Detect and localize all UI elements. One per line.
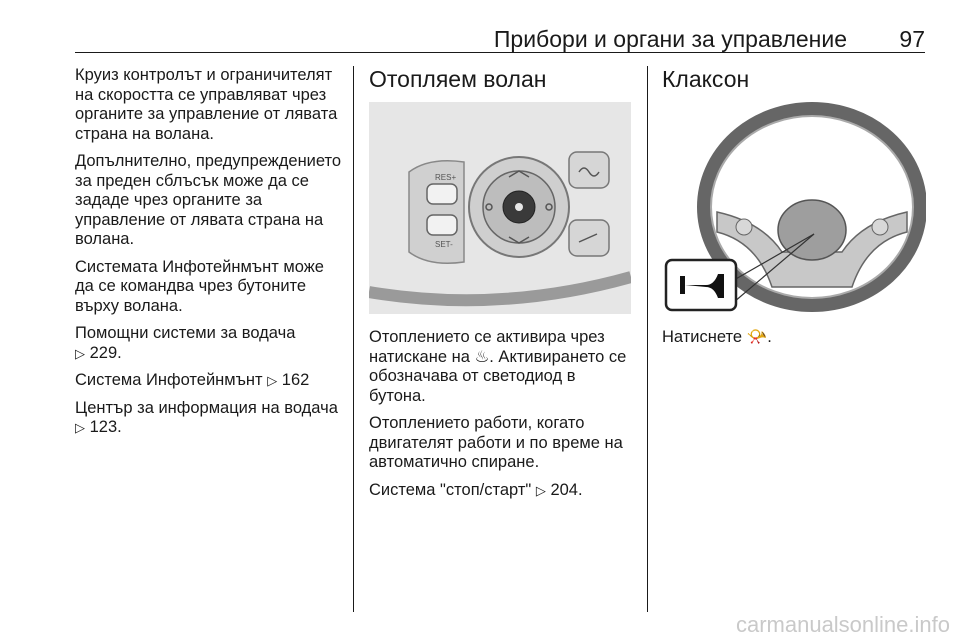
- link-text-infotainment: Система Инфотейнмънт: [75, 371, 263, 389]
- paragraph-stop-start-ref: Система "стоп/старт" ▷ 204.: [369, 480, 583, 499]
- header-title: Прибори и органи за управление: [493, 26, 847, 52]
- watermark: carmanualsonline.info: [735, 612, 950, 637]
- steering-wheel-drawing: [662, 102, 926, 314]
- page-reference[interactable]: 229.: [89, 343, 122, 362]
- heated-steering-wheel-icon: ♨: [474, 347, 490, 366]
- page-number: 97: [899, 26, 925, 52]
- link-text-driver-info-center: Център за информация на водача: [75, 398, 338, 417]
- paragraph-infotainment: Системата Инфотейнмънт може да се командва чрез бутоните върху волана.: [75, 257, 324, 315]
- page-reference[interactable]: 162: [281, 371, 310, 389]
- paragraph-driver-info-center: [75, 399, 347, 438]
- section-heading-heated-wheel: Отопляем волан: [369, 66, 547, 92]
- column-divider: [353, 66, 354, 612]
- column-left: [75, 66, 347, 446]
- steering-controls-drawing: [369, 102, 631, 314]
- paragraph-heating-activation: Отоплението се активира чрез натискане на ♨. Активирането се обозначава от светодиод в бутона.: [369, 328, 627, 405]
- reference-arrow-icon: ▷: [75, 420, 85, 435]
- paragraph-heating-operation: Отоплението работи, когато двигателят работи и по време на автоматично спиране.: [369, 414, 623, 471]
- column-divider: [647, 66, 648, 612]
- section-heading-horn: Клаксон: [662, 66, 750, 92]
- reference-arrow-icon: ▷: [267, 373, 278, 388]
- paragraph-driver-assistance: [75, 324, 347, 363]
- page-reference[interactable]: 123.: [89, 418, 122, 436]
- paragraph-press-horn: Натиснете 📯.: [662, 328, 772, 346]
- steering-wheel-horn-illustration: [662, 102, 926, 314]
- res-label: RES+: [435, 173, 457, 182]
- paragraph-infotainment-ref: [75, 371, 347, 391]
- page-header: [75, 26, 925, 52]
- header-divider: [75, 52, 925, 53]
- paragraph-cruise-control: Круиз контролът и ограничителят на скоростта се управляват чрез органите за управление от лявата страна на волана.: [75, 66, 338, 143]
- reference-arrow-icon: ▷: [75, 345, 85, 361]
- column-right: [662, 66, 926, 356]
- column-middle: [369, 66, 635, 508]
- paragraph-collision-warning: Допълнително, предупреждението за преден сблъсък може да се зададе чрез органите за управление от лявата страна на волана.: [75, 152, 342, 248]
- horn-icon: 📯: [746, 328, 768, 346]
- steering-wheel-controls-illustration: [369, 102, 631, 314]
- reference-arrow-icon: ▷: [535, 482, 546, 498]
- link-text-driver-assistance: Помощни системи за водача: [75, 324, 296, 342]
- set-label: SET-: [435, 240, 453, 249]
- page-reference[interactable]: 204.: [550, 480, 583, 499]
